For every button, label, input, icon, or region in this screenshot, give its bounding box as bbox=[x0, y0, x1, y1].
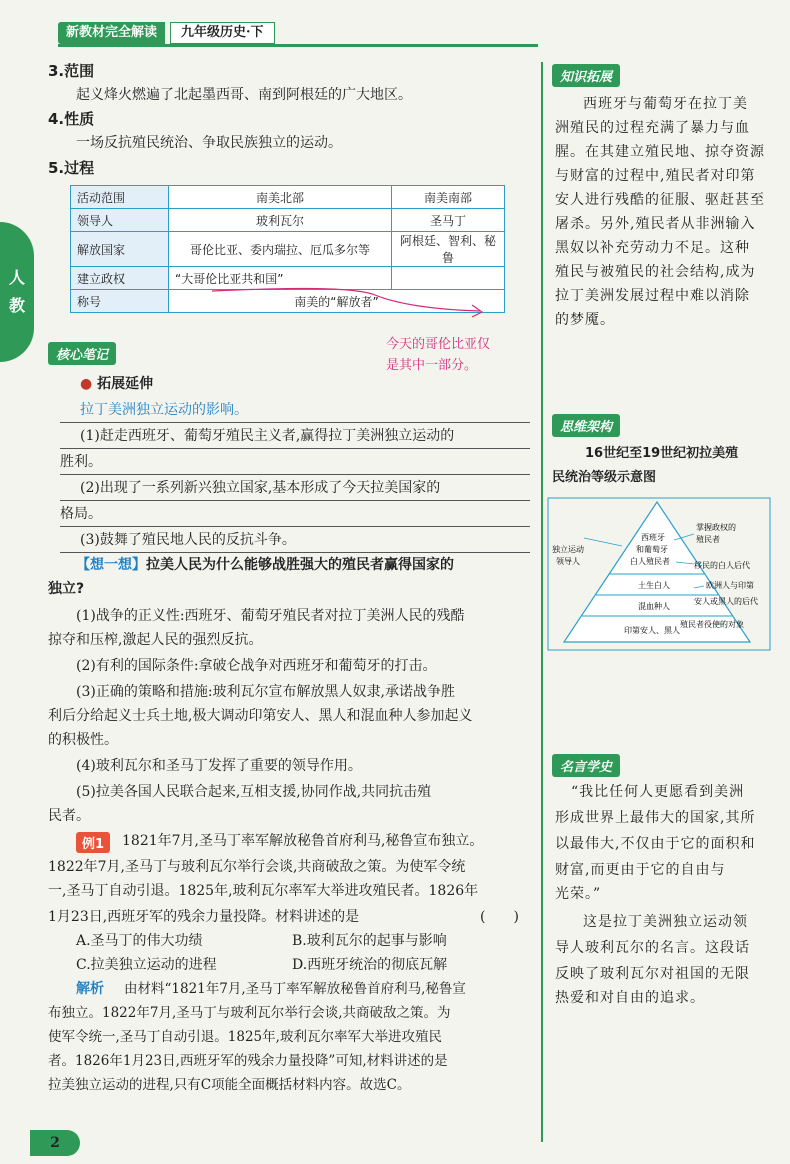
analysis-line: 使军令统一,圣马丁自动引退。1825年,玻利瓦尔率军大举进攻殖民 bbox=[48, 1029, 442, 1045]
core-line-4: (2)出现了一系列新兴独立国家,基本形成了今天拉美国家的 bbox=[60, 476, 530, 501]
handwritten-arrow bbox=[200, 285, 500, 335]
side-tab-char-2: 教 bbox=[8, 296, 25, 315]
grade-label: 九年级历史·下 bbox=[170, 22, 275, 44]
section5-title: 5.过程 bbox=[48, 159, 95, 177]
core-notes-subtitle: 拓展延伸 bbox=[97, 376, 154, 392]
table-row bbox=[71, 232, 505, 267]
page-number: 2 bbox=[30, 1130, 80, 1156]
table-cell: 哥伦比亚、委内瑞拉、厄瓜多尔等 bbox=[169, 232, 392, 267]
analysis-line: 者。1826年1月23日,西班牙军的残余力量投降”可知,材料讲述的是 bbox=[48, 1053, 448, 1069]
analysis-label: 解析 bbox=[76, 981, 104, 997]
answer-line: (1)战争的正义性:西班牙、葡萄牙殖民者对拉丁美洲人民的残酷 bbox=[76, 608, 465, 624]
quote-line: 导人玻利瓦尔的名言。这段话 bbox=[555, 940, 750, 956]
quote-line: 这是拉丁美洲独立运动领 bbox=[583, 914, 748, 930]
answer-line: 掠夺和压榨,激起人民的强烈反抗。 bbox=[48, 632, 263, 648]
quote-line: 财富,而更由于它的自由与 bbox=[555, 862, 726, 878]
knowledge-line: 殖民与被殖民的社会结构,成为 bbox=[555, 264, 756, 280]
level-label: 印第安人、黑人 bbox=[624, 626, 680, 635]
table-cell: 玻利瓦尔 bbox=[169, 209, 392, 232]
table-cell: 建立政权 bbox=[71, 267, 169, 290]
mind-map-badge: 思维架构 bbox=[552, 414, 620, 437]
table-cell: 解放国家 bbox=[71, 232, 169, 267]
handwritten-note-line2: 是其中一部分。 bbox=[386, 358, 478, 373]
core-line-1: 拉丁美洲独立运动的影响。 bbox=[60, 398, 530, 423]
knowledge-line: 洲殖民的过程充满了暴力与血 bbox=[555, 120, 750, 136]
colonial-hierarchy-pyramid bbox=[544, 496, 774, 656]
table-cell: 领导人 bbox=[71, 209, 169, 232]
book-series-label: 新教材完全解读 bbox=[58, 22, 165, 44]
publisher-side-tab bbox=[0, 222, 34, 362]
knowledge-line: 与财富的过程中,殖民者对印第 bbox=[555, 168, 756, 184]
core-notes-subtitle-row bbox=[80, 373, 153, 393]
left-label-1: 独立运动 bbox=[552, 545, 584, 554]
example-line: 1月23日,西班牙军的残余力量投降。材料讲述的是 bbox=[48, 909, 360, 925]
example-badge: 例1 bbox=[76, 832, 110, 853]
core-line-5: 格局。 bbox=[60, 502, 530, 527]
answer-line: (2)有利的国际条件:拿破仑战争对西班牙和葡萄牙的打击。 bbox=[76, 658, 437, 674]
table-cell: 南美南部 bbox=[392, 186, 505, 209]
left-label-2: 领导人 bbox=[556, 557, 580, 566]
answer-line: (5)拉美各国人民联合起来,互相支援,协同作战,共同抗击殖 bbox=[76, 784, 432, 800]
quote-line: 热爱和对自由的追求。 bbox=[555, 990, 705, 1006]
knowledge-line: 的梦魇。 bbox=[555, 312, 615, 328]
section3-title: 3.范围 bbox=[48, 62, 95, 80]
table-row bbox=[71, 209, 505, 232]
option-d: D.西班牙统治的彻底瓦解 bbox=[292, 957, 448, 973]
right-label: 殖民者役使的对象 bbox=[680, 620, 744, 629]
header-rule bbox=[58, 44, 538, 47]
table-cell: 南美的“解放者” bbox=[169, 290, 505, 313]
answer-line: 利后分给起义士兵土地,极大调动印第安人、黑人和混血种人参加起义 bbox=[48, 708, 473, 724]
table-cell: 阿根廷、智利、秘鲁 bbox=[392, 232, 505, 267]
table-row bbox=[71, 186, 505, 209]
knowledge-line: 安人进行残酷的征服、驱赶甚至 bbox=[555, 192, 765, 208]
quote-badge: 名言学史 bbox=[552, 754, 620, 777]
answer-bracket: ( ) bbox=[480, 909, 519, 925]
right-label: 殖民者 bbox=[696, 535, 720, 544]
answer-line: (3)正确的策略和措施:玻利瓦尔宣布解放黑人奴隶,承诺战争胜 bbox=[76, 684, 455, 700]
level-label: 土生白人 bbox=[638, 581, 670, 590]
example-line: 1821年7月,圣马丁率军解放秘鲁首府利马,秘鲁宣布独立。 bbox=[122, 833, 484, 849]
section4-title: 4.性质 bbox=[48, 110, 95, 128]
handwritten-note-line1: 今天的哥伦比亚仅 bbox=[386, 337, 491, 352]
section3-text: 起义烽火燃遍了北起墨西哥、南到阿根廷的广大地区。 bbox=[76, 87, 412, 103]
right-label: 移民的白人后代 bbox=[694, 561, 750, 570]
level-label: 西班牙 bbox=[641, 533, 665, 542]
quote-line: 形成世界上最伟大的国家,其所 bbox=[555, 810, 756, 826]
answer-line: 民者。 bbox=[48, 808, 90, 824]
core-line-3: 胜利。 bbox=[60, 450, 530, 475]
level-label: 白人殖民者 bbox=[630, 557, 670, 566]
level-label: 和葡萄牙 bbox=[636, 545, 668, 554]
table-cell: 南美北部 bbox=[169, 186, 392, 209]
answer-line: 的积极性。 bbox=[48, 732, 118, 748]
example-line: 1822年7月,圣马丁与玻利瓦尔举行会谈,共商破敌之策。为使军令统 bbox=[48, 859, 466, 875]
quote-line: 光荣。” bbox=[555, 886, 602, 902]
knowledge-line: 腥。在其建立殖民地、掠夺资源 bbox=[555, 144, 765, 160]
core-line-2: (1)赶走西班牙、葡萄牙殖民主义者,赢得拉丁美洲独立运动的 bbox=[60, 424, 530, 449]
column-divider bbox=[541, 62, 543, 1142]
section4-text: 一场反抗殖民统治、争取民族独立的运动。 bbox=[76, 135, 342, 151]
knowledge-badge: 知识拓展 bbox=[552, 64, 620, 87]
level-label: 混血种人 bbox=[638, 602, 670, 611]
quote-line: 以最伟大,不仅由于它的面积和 bbox=[555, 836, 756, 852]
think-question-line2: 独立? bbox=[48, 581, 85, 597]
option-a: A.圣马丁的伟大功绩 bbox=[76, 933, 203, 949]
quote-line: 反映了玻利瓦尔对祖国的无限 bbox=[555, 966, 750, 982]
analysis-line: 拉美独立运动的进程,只有C项能全面概括材料内容。故选C。 bbox=[48, 1077, 411, 1093]
example-line: 一,圣马丁自动引退。1825年,玻利瓦尔率军大举进攻殖民者。1826年 bbox=[48, 883, 479, 899]
table-cell: 活动范围 bbox=[71, 186, 169, 209]
bullet-icon: ● bbox=[80, 376, 93, 392]
side-tab-char-1: 人 bbox=[8, 268, 25, 287]
core-line-6: (3)鼓舞了殖民地人民的反抗斗争。 bbox=[60, 528, 530, 553]
table-cell: 圣马丁 bbox=[392, 209, 505, 232]
right-label: 掌握政权的 bbox=[696, 523, 736, 532]
table-cell: 称号 bbox=[71, 290, 169, 313]
knowledge-line: 屠杀。另外,殖民者从非洲输入 bbox=[555, 216, 756, 232]
knowledge-line: 西班牙与葡萄牙在拉丁美 bbox=[583, 96, 748, 112]
answer-line: (4)玻利瓦尔和圣马丁发挥了重要的领导作用。 bbox=[76, 758, 362, 774]
option-b: B.玻利瓦尔的起事与影响 bbox=[292, 933, 447, 949]
knowledge-line: 拉丁美洲发展过程中难以消除 bbox=[555, 288, 750, 304]
option-c: C.拉美独立运动的进程 bbox=[76, 957, 217, 973]
mind-map-title-1: 16世纪至19世纪初拉美殖 bbox=[585, 446, 739, 461]
mind-map-title-2: 民统治等级示意图 bbox=[552, 470, 657, 485]
quote-line: “我比任何人更愿看到美洲 bbox=[571, 784, 745, 800]
knowledge-line: 黑奴以补充劳动力不足。这种 bbox=[555, 240, 750, 256]
analysis-line: 由材料“1821年7月,圣马丁率军解放秘鲁首府利马,秘鲁宣 bbox=[124, 981, 466, 997]
think-question-line1: 【想一想】拉美人民为什么能够战胜强大的殖民者赢得国家的 bbox=[76, 557, 454, 573]
right-label: 欧洲人与印第 bbox=[706, 581, 754, 590]
analysis-line: 布独立。1822年7月,圣马丁与玻利瓦尔举行会谈,共商破敌之策。为 bbox=[48, 1005, 451, 1021]
right-label: 安人或黑人的后代 bbox=[694, 597, 758, 606]
table-cell: “大哥伦比亚共和国” bbox=[169, 267, 392, 290]
core-notes-badge: 核心笔记 bbox=[48, 342, 116, 365]
